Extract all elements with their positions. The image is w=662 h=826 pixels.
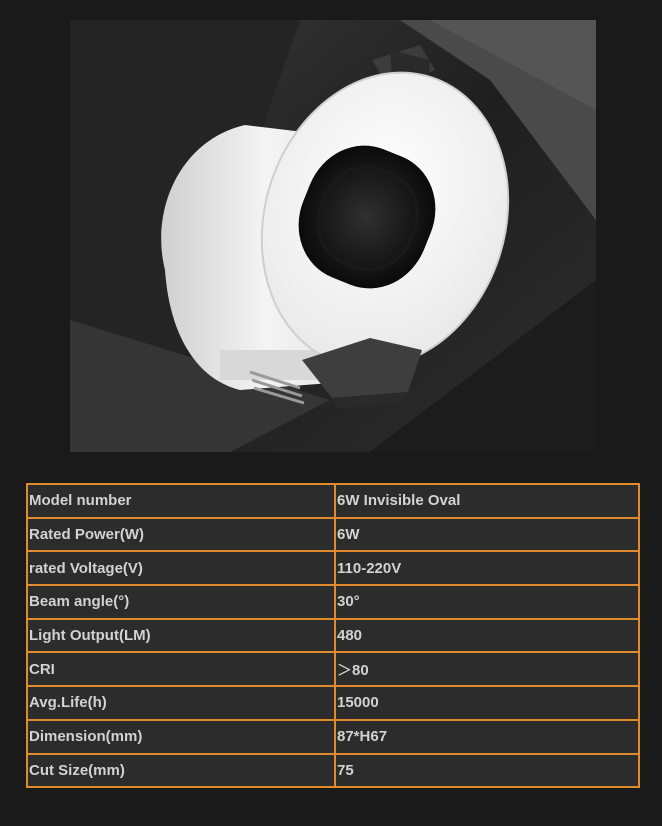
spec-value: 6W Invisible Oval — [335, 484, 639, 518]
spec-row — [27, 619, 639, 653]
spec-value: 87*H67 — [335, 720, 639, 754]
product-photo — [70, 20, 596, 452]
spec-row — [27, 518, 639, 552]
spec-label: Light Output(LM) — [27, 619, 335, 653]
spec-table — [26, 483, 640, 788]
spec-value: 15000 — [335, 686, 639, 720]
spec-row — [27, 585, 639, 619]
spec-label: Avg.Life(h) — [27, 686, 335, 720]
spec-label: Model number — [27, 484, 335, 518]
spec-label: Rated Power(W) — [27, 518, 335, 552]
spec-label: CRI — [27, 652, 335, 686]
downlight-illustration — [70, 20, 596, 452]
spec-value: 30° — [335, 585, 639, 619]
spec-label: Dimension(mm) — [27, 720, 335, 754]
spec-row — [27, 686, 639, 720]
spec-value: 110-220V — [335, 551, 639, 585]
spec-row — [27, 720, 639, 754]
spec-label: rated Voltage(V) — [27, 551, 335, 585]
spec-label: Cut Size(mm) — [27, 754, 335, 788]
spec-value: 75 — [335, 754, 639, 788]
spec-value: 480 — [335, 619, 639, 653]
spec-row — [27, 754, 639, 788]
spec-value: 6W — [335, 518, 639, 552]
spec-row — [27, 551, 639, 585]
spec-value: ＞80 — [335, 652, 639, 686]
spec-row — [27, 484, 639, 518]
spec-table-body — [27, 484, 639, 787]
spec-row — [27, 652, 639, 686]
spec-label: Beam angle(°) — [27, 585, 335, 619]
